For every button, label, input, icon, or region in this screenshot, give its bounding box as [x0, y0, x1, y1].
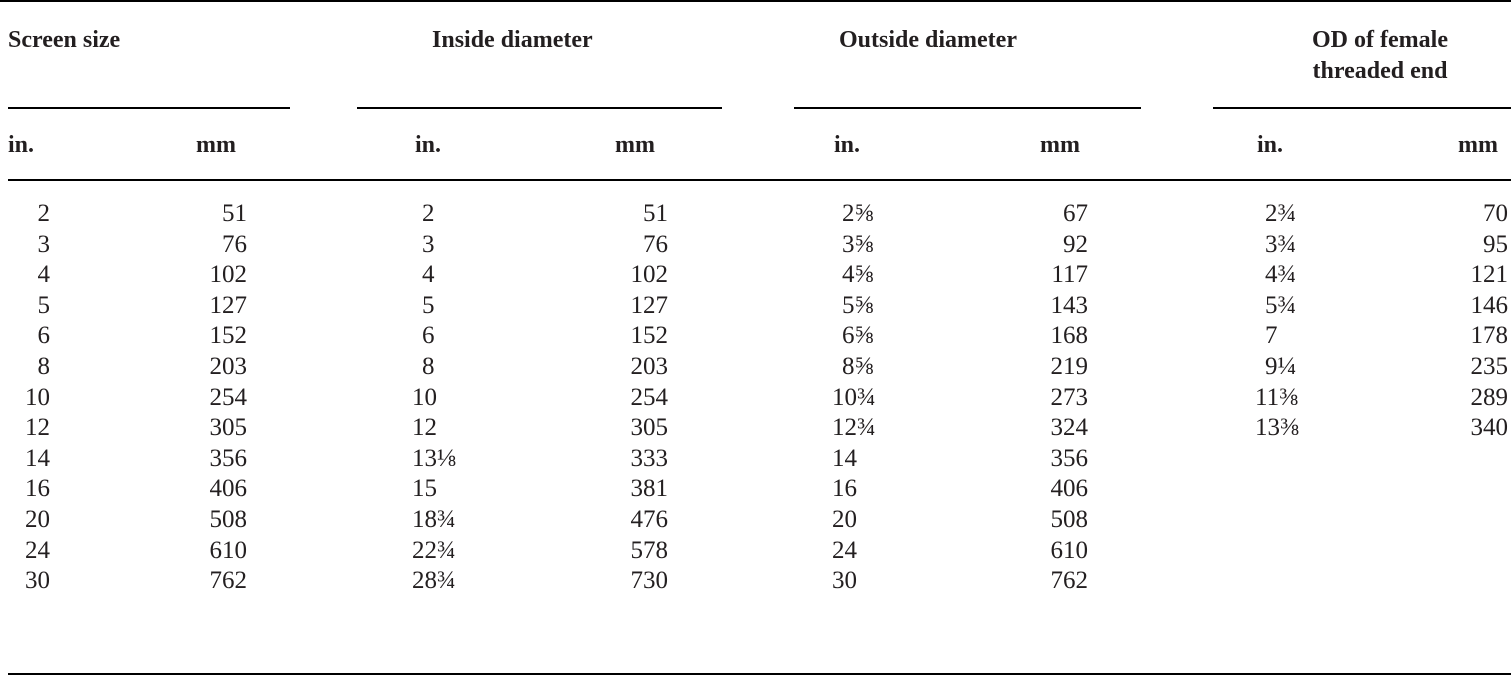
table-cell-id-mm: 152	[630, 322, 668, 350]
table-cell-female-od-in: 11⅜	[1255, 383, 1298, 411]
table-cell-screen-mm: 508	[209, 506, 247, 533]
subheader-od-in: in.	[834, 132, 861, 158]
table-cell-screen-mm: 762	[209, 567, 247, 595]
group-rule-outside-diameter	[794, 107, 1141, 109]
table-cell-id-in: 28¾	[412, 567, 456, 595]
header-screen-size: Screen size	[8, 27, 121, 53]
table-cell-screen-in: 12	[25, 414, 50, 442]
table-cell-screen-mm: 305	[209, 414, 247, 442]
header-female-od-line2: threaded end	[1312, 58, 1448, 84]
table-cell-female-od-mm: 340	[1470, 414, 1508, 442]
table-cell-od-in: 30	[832, 567, 857, 595]
table-cell-female-od-in: 4¾	[1265, 261, 1297, 289]
table-cell-od-in: 16	[832, 475, 857, 503]
table-cell-screen-in: 2	[37, 200, 50, 227]
table-cell-screen-mm: 51	[222, 200, 247, 227]
subheader-female-in: in.	[1257, 132, 1284, 158]
table-cell-od-mm: 117	[1051, 261, 1088, 289]
table-cell-screen-in: 14	[25, 444, 50, 472]
header-outside-diameter: Outside diameter	[839, 27, 1017, 53]
table-cell-screen-mm: 127	[209, 291, 247, 319]
table-cell-id-mm: 76	[643, 230, 668, 258]
table-cell-od-mm: 143	[1050, 291, 1088, 319]
table-cell-od-in: 4⅝	[842, 261, 874, 289]
table-cell-female-od-mm: 289	[1470, 383, 1508, 411]
table-cell-id-in: 13⅛	[412, 444, 456, 472]
group-rule-inside-diameter	[357, 107, 722, 109]
table-cell-screen-mm: 610	[209, 536, 247, 564]
table-cell-id-in: 4	[422, 261, 435, 289]
group-rule-female-od	[1213, 107, 1511, 109]
table-cell-id-in: 10	[412, 383, 437, 411]
table-cell-id-in: 3	[422, 230, 435, 258]
table-cell-screen-mm: 102	[209, 261, 247, 289]
table-cell-screen-mm: 406	[209, 475, 247, 503]
table-cell-screen-in: 3	[37, 230, 50, 258]
table-cell-id-mm: 333	[630, 444, 668, 472]
table-cell-screen-mm: 254	[209, 383, 247, 411]
table-cell-id-in: 6	[422, 322, 435, 350]
table-cell-screen-in: 10	[25, 383, 50, 411]
table-cell-screen-in: 20	[25, 506, 50, 533]
table-cell-female-od-mm: 178	[1470, 322, 1508, 350]
table-cell-od-in: 5⅝	[842, 291, 874, 319]
table-cell-od-mm: 67	[1063, 200, 1088, 227]
table-cell-screen-mm: 356	[209, 444, 247, 472]
table-cell-od-in: 8⅝	[842, 353, 874, 380]
table-cell-id-in: 12	[412, 414, 437, 442]
table-cell-female-od-mm: 235	[1470, 353, 1508, 380]
table-cell-od-in: 14	[832, 444, 857, 472]
table-cell-od-mm: 324	[1050, 414, 1088, 442]
table-cell-id-in: 18¾	[412, 506, 456, 533]
table-cell-female-od-in: 9¼	[1265, 353, 1297, 380]
table-cell-od-in: 20	[832, 506, 857, 533]
table-cell-screen-in: 5	[37, 291, 50, 319]
table-cell-screen-mm: 76	[222, 230, 247, 258]
table-cell-id-mm: 476	[630, 506, 668, 533]
subheader-screen-in: in.	[8, 132, 35, 158]
table-cell-screen-in: 24	[25, 536, 50, 564]
table-cell-female-od-in: 13⅜	[1255, 414, 1299, 442]
table-cell-id-in: 15	[412, 475, 437, 503]
header-female-od-line1: OD of female	[1312, 27, 1448, 53]
table-cell-od-in: 2⅝	[842, 200, 874, 227]
table-cell-screen-in: 6	[37, 322, 50, 350]
table-cell-female-od-in: 7	[1265, 322, 1278, 350]
group-rule-screen-size	[8, 107, 290, 109]
table-cell-od-mm: 356	[1050, 444, 1088, 472]
subheader-od-mm: mm	[1040, 132, 1080, 158]
header-bottom-rule	[8, 179, 1511, 181]
table-cell-screen-mm: 203	[209, 353, 247, 380]
table-cell-id-in: 22¾	[412, 536, 456, 564]
table-bottom-rule	[8, 673, 1511, 675]
table-cell-od-in: 6⅝	[842, 322, 874, 350]
table-cell-od-in: 24	[832, 536, 857, 564]
table-cell-od-mm: 508	[1050, 506, 1088, 533]
table-cell-screen-in: 4	[37, 261, 50, 289]
subheader-female-mm: mm	[1458, 132, 1498, 158]
table-cell-id-in: 8	[422, 353, 435, 380]
table-cell-od-mm: 219	[1050, 353, 1088, 380]
table-cell-id-mm: 578	[630, 536, 668, 564]
table-cell-female-od-in: 2¾	[1265, 200, 1297, 227]
table-cell-id-mm: 381	[630, 475, 668, 503]
table-cell-id-mm: 51	[643, 200, 668, 227]
header-inside-diameter: Inside diameter	[432, 27, 593, 53]
table-cell-id-mm: 127	[630, 291, 668, 319]
table-cell-screen-in: 30	[25, 567, 50, 595]
table-cell-screen-in: 8	[37, 353, 50, 380]
subheader-screen-mm: mm	[196, 132, 236, 158]
table-cell-od-in: 3⅝	[842, 230, 874, 258]
table-cell-female-od-mm: 146	[1470, 291, 1508, 319]
table-cell-od-mm: 92	[1063, 230, 1088, 258]
table-cell-od-mm: 406	[1050, 475, 1088, 503]
table-cell-od-mm: 610	[1050, 536, 1088, 564]
table-cell-female-od-mm: 70	[1483, 200, 1508, 227]
table-cell-screen-in: 16	[25, 475, 50, 503]
table-cell-od-in: 12¾	[832, 414, 876, 442]
table-cell-od-in: 10¾	[832, 383, 876, 411]
table-cell-female-od-in: 5¾	[1265, 291, 1297, 319]
table-cell-id-mm: 730	[630, 567, 668, 595]
table-cell-od-mm: 762	[1050, 567, 1088, 595]
table-cell-id-in: 5	[422, 291, 435, 319]
table-cell-od-mm: 168	[1050, 322, 1088, 350]
table-cell-id-mm: 254	[630, 383, 668, 411]
table-cell-female-od-in: 3¾	[1265, 230, 1297, 258]
table-cell-od-mm: 273	[1050, 383, 1088, 411]
subheader-id-in: in.	[415, 132, 442, 158]
subheader-id-mm: mm	[615, 132, 655, 158]
table-cell-id-mm: 203	[630, 353, 668, 380]
table-cell-id-in: 2	[422, 200, 435, 227]
table-cell-screen-mm: 152	[209, 322, 247, 350]
table-cell-id-mm: 305	[630, 414, 668, 442]
table-cell-female-od-mm: 121	[1470, 261, 1508, 289]
table-cell-female-od-mm: 95	[1483, 230, 1508, 258]
top-rule	[0, 0, 1511, 2]
table-cell-id-mm: 102	[630, 261, 668, 289]
